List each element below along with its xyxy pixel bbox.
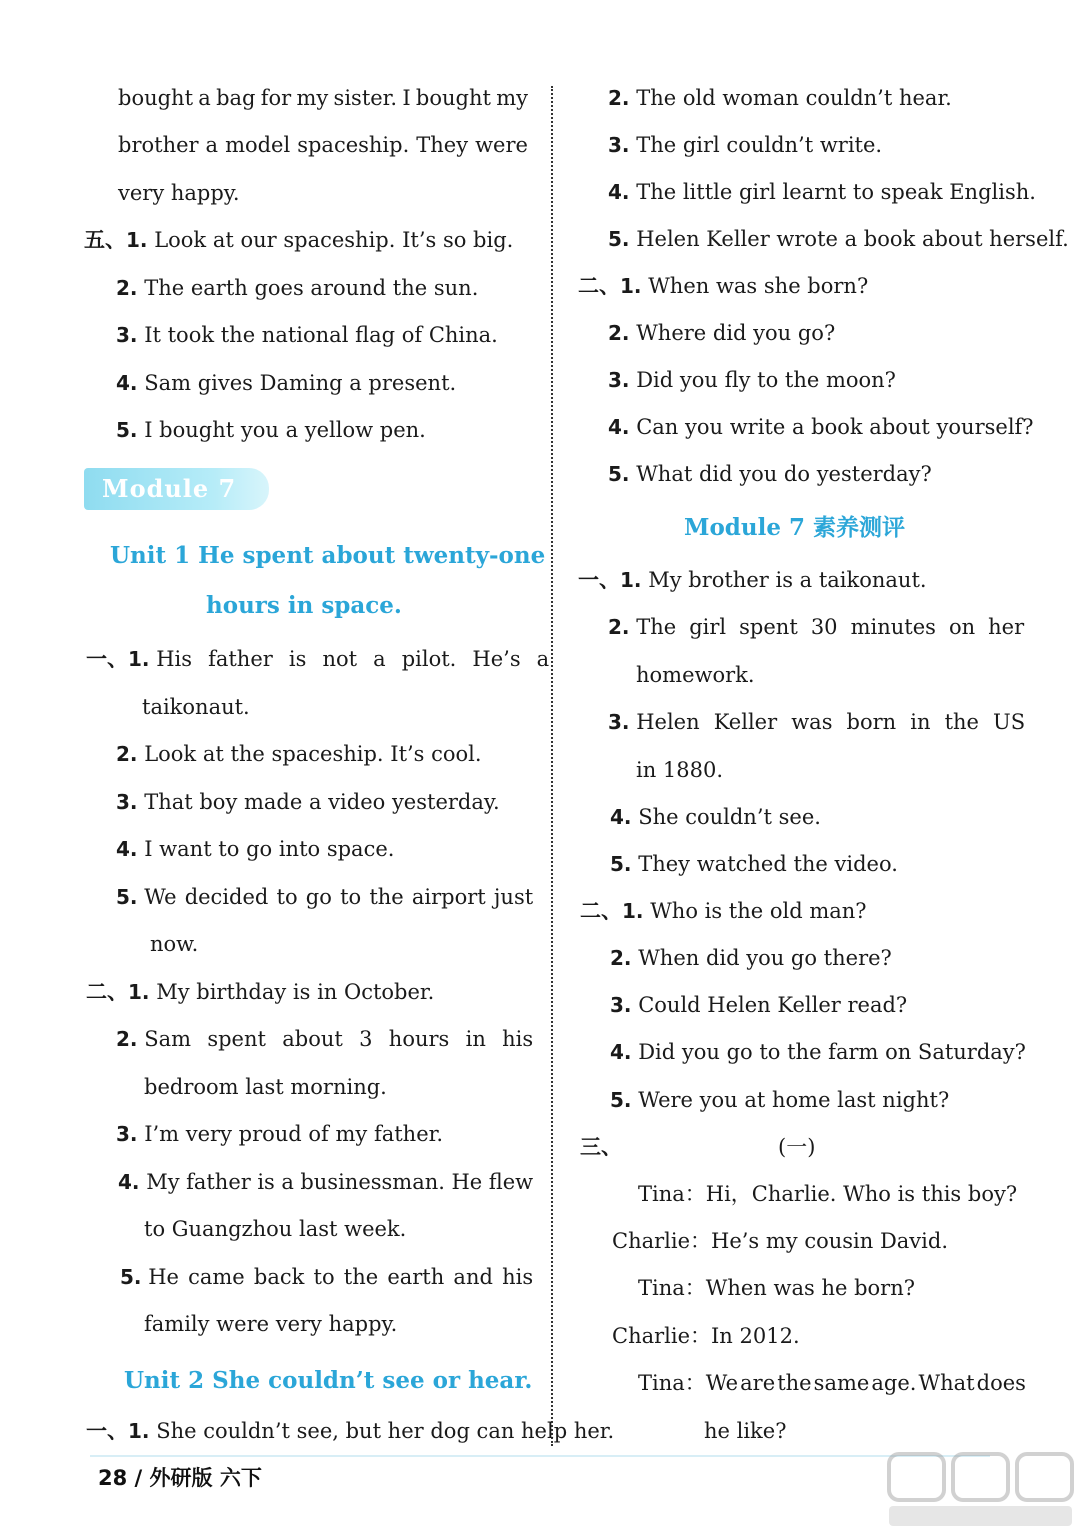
item-number: 4. bbox=[118, 1170, 140, 1194]
line-text: What did you do yesterday? bbox=[636, 462, 932, 486]
line-text: Charlie：In 2012. bbox=[612, 1324, 800, 1348]
line-text: My birthday is in October. bbox=[156, 980, 435, 1004]
item-number: 3. bbox=[116, 323, 138, 347]
section-marker: 二、 bbox=[580, 899, 622, 923]
right-line-11 bbox=[636, 661, 755, 689]
left-line-4 bbox=[116, 274, 478, 302]
right-line-9 bbox=[578, 566, 927, 594]
right-line-25 bbox=[638, 1274, 915, 1302]
left-line-2 bbox=[118, 179, 240, 207]
line-text: now. bbox=[150, 932, 199, 956]
line-text: I want to go into space. bbox=[144, 837, 395, 861]
right-line-6 bbox=[608, 366, 896, 394]
line-text: The girl spent 30 minutes on her bbox=[636, 615, 1025, 639]
item-number: 3. bbox=[116, 1122, 138, 1146]
item-number: 3. bbox=[116, 790, 138, 814]
line-text: Could Helen Keller read? bbox=[638, 993, 908, 1017]
item-number: 1. bbox=[620, 274, 642, 298]
item-number: 2. bbox=[116, 1027, 138, 1051]
item-number: 4. bbox=[608, 180, 630, 204]
item-number: 4. bbox=[610, 1040, 632, 1064]
left-line-21 bbox=[120, 1263, 533, 1291]
section-marker: 一、 bbox=[578, 568, 620, 592]
line-text: When was she born? bbox=[648, 274, 869, 298]
line-text: It took the national flag of China. bbox=[144, 323, 498, 347]
left-line-18 bbox=[116, 1120, 443, 1148]
item-number: 4. bbox=[610, 805, 632, 829]
line-text: homework. bbox=[636, 663, 755, 687]
item-number: 5. bbox=[608, 227, 630, 251]
line-text: She couldn’t see. bbox=[638, 805, 821, 829]
line-text: Helen Keller was born in the US bbox=[636, 710, 1026, 734]
right-line-4 bbox=[578, 272, 868, 300]
item-number: 5. bbox=[116, 418, 138, 442]
line-text: Did you go to the farm on Saturday? bbox=[638, 1040, 1026, 1064]
line-text: Can you write a book about yourself? bbox=[636, 415, 1034, 439]
unit1-title-line2: hours in space. bbox=[206, 592, 402, 619]
unit2-title: Unit 2 She couldn’t see or hear. bbox=[124, 1367, 533, 1394]
line-text: We decided to go to the airport just bbox=[144, 885, 534, 909]
line-text: Who is the old man? bbox=[650, 899, 867, 923]
left-line-9 bbox=[142, 693, 250, 721]
left-line-17 bbox=[144, 1073, 387, 1101]
item-number: 1. bbox=[128, 647, 150, 671]
line-text: Look at our spaceship. It’s so big. bbox=[154, 228, 514, 252]
right-line-15 bbox=[610, 850, 898, 878]
line-text: His father is not a pilot. He’s a bbox=[156, 647, 550, 671]
item-number: 1. bbox=[622, 899, 644, 923]
left-line-19 bbox=[118, 1168, 533, 1196]
right-line-16 bbox=[580, 897, 867, 925]
right-line-18 bbox=[610, 991, 907, 1019]
right-line-20 bbox=[610, 1086, 949, 1114]
section-marker: 二、 bbox=[578, 274, 620, 298]
line-text: Tina：Hi，Charlie. Who is this boy? bbox=[638, 1182, 1018, 1206]
left-line-5 bbox=[116, 321, 498, 349]
item-number: 1. bbox=[126, 228, 148, 252]
item-number: 5. bbox=[608, 462, 630, 486]
item-number: 4. bbox=[608, 415, 630, 439]
line-text: Tina：We are the same age. What does bbox=[638, 1371, 1026, 1395]
line-text: Look at the spaceship. It’s cool. bbox=[144, 742, 482, 766]
item-number: 4. bbox=[116, 371, 138, 395]
item-number: 1. bbox=[620, 568, 642, 592]
section-marker: 三、 bbox=[580, 1135, 622, 1159]
item-number: 5. bbox=[610, 852, 632, 876]
line-text: very happy. bbox=[118, 181, 240, 205]
line-text: My brother is a taikonaut. bbox=[648, 568, 927, 592]
page-footer: 28 / 外研版 六下 bbox=[98, 1466, 262, 1490]
item-number: 2. bbox=[116, 276, 138, 300]
item-number: 3. bbox=[608, 368, 630, 392]
left-line-23 bbox=[86, 1417, 614, 1445]
line-text: The girl couldn’t write. bbox=[636, 133, 883, 157]
line-text: Helen Keller wrote a book about herself. bbox=[636, 227, 1069, 251]
right-line-3 bbox=[608, 225, 1069, 253]
right-line-27 bbox=[638, 1369, 1026, 1397]
right-line-2 bbox=[608, 178, 1036, 206]
line-text: My father is a businessman. He flew bbox=[146, 1170, 534, 1194]
right-line-26 bbox=[612, 1322, 800, 1350]
line-text: Sam gives Daming a present. bbox=[144, 371, 457, 395]
watermark-logo-icon bbox=[887, 1450, 1077, 1530]
item-number: 1. bbox=[128, 1419, 150, 1443]
item-number: 4. bbox=[116, 837, 138, 861]
line-text: When did you go there? bbox=[638, 946, 892, 970]
right-line-28 bbox=[704, 1417, 786, 1445]
left-line-22 bbox=[144, 1310, 397, 1338]
left-line-16 bbox=[116, 1025, 533, 1053]
right-line-8 bbox=[608, 460, 932, 488]
item-number: 2. bbox=[608, 321, 630, 345]
line-text: Charlie：He’s my cousin David. bbox=[612, 1229, 949, 1253]
module-banner bbox=[84, 468, 269, 510]
item-number: 2. bbox=[608, 615, 630, 639]
left-line-13 bbox=[116, 883, 533, 911]
item-number: 3. bbox=[608, 710, 630, 734]
left-line-12 bbox=[116, 835, 394, 863]
line-text: I bought you a yellow pen. bbox=[144, 418, 426, 442]
right-line-5 bbox=[608, 319, 835, 347]
section-marker: 五、 bbox=[84, 228, 126, 252]
left-line-14 bbox=[150, 930, 198, 958]
line-text: (一) bbox=[778, 1135, 816, 1159]
left-line-8 bbox=[86, 645, 549, 673]
right-line-10 bbox=[608, 613, 1024, 641]
section-marker: 二、 bbox=[86, 980, 128, 1004]
line-text: Sam spent about 3 hours in his bbox=[144, 1027, 534, 1051]
line-text: he like? bbox=[704, 1419, 787, 1443]
item-number: 2. bbox=[610, 946, 632, 970]
line-text: The old woman couldn’t hear. bbox=[636, 86, 952, 110]
left-line-20 bbox=[144, 1215, 406, 1243]
line-text: Tina：When was he born? bbox=[638, 1276, 915, 1300]
line-text: I’m very proud of my father. bbox=[144, 1122, 444, 1146]
line-text: bought a bag for my sister. I bought my bbox=[118, 86, 528, 110]
left-line-0 bbox=[118, 84, 528, 112]
line-text: bedroom last morning. bbox=[144, 1075, 387, 1099]
item-number: 2. bbox=[116, 742, 138, 766]
footer-rule bbox=[90, 1455, 990, 1457]
right-line-19 bbox=[610, 1038, 1026, 1066]
left-line-3 bbox=[84, 226, 513, 254]
item-number: 5. bbox=[116, 885, 138, 909]
line-text: She couldn’t see, but her dog can help her. bbox=[156, 1419, 615, 1443]
line-text: Did you fly to the moon? bbox=[636, 368, 896, 392]
module-banner-label: Module 7 bbox=[102, 474, 237, 503]
item-number: 2. bbox=[608, 86, 630, 110]
item-number: 1. bbox=[128, 980, 150, 1004]
item-number: 3. bbox=[608, 133, 630, 157]
line-text: Where did you go? bbox=[636, 321, 836, 345]
right-line-17 bbox=[610, 944, 892, 972]
item-number: 5. bbox=[120, 1265, 142, 1289]
left-line-10 bbox=[116, 740, 482, 768]
right-line-21 bbox=[580, 1133, 622, 1161]
left-line-15 bbox=[86, 978, 434, 1006]
line-text: He came back to the earth and his bbox=[148, 1265, 534, 1289]
unit1-title-line1: Unit 1 He spent about twenty-one bbox=[110, 542, 546, 569]
right-line-7 bbox=[608, 413, 1034, 441]
left-line-7 bbox=[116, 416, 426, 444]
line-text: The little girl learnt to speak English. bbox=[636, 180, 1036, 204]
section-marker: 一、 bbox=[86, 647, 128, 671]
item-number: 3. bbox=[610, 993, 632, 1017]
line-text: Were you at home last night? bbox=[638, 1088, 950, 1112]
item-number: 5. bbox=[610, 1088, 632, 1112]
left-line-11 bbox=[116, 788, 500, 816]
line-text: They watched the video. bbox=[638, 852, 898, 876]
line-text: brother a model spaceship. They were bbox=[118, 133, 528, 157]
section-marker: 一、 bbox=[86, 1419, 128, 1443]
line-text: taikonaut. bbox=[142, 695, 250, 719]
left-line-1 bbox=[118, 131, 528, 159]
line-text: to Guangzhou last week. bbox=[144, 1217, 407, 1241]
right-line-23 bbox=[638, 1180, 1017, 1208]
right-line-0 bbox=[608, 84, 952, 112]
right-line-22 bbox=[778, 1133, 815, 1161]
line-text: That boy made a video yesterday. bbox=[144, 790, 500, 814]
right-line-12 bbox=[608, 708, 1025, 736]
right-line-13 bbox=[636, 756, 723, 784]
right-line-24 bbox=[612, 1227, 948, 1255]
right-line-1 bbox=[608, 131, 882, 159]
column-divider bbox=[551, 86, 553, 1446]
line-text: The earth goes around the sun. bbox=[144, 276, 479, 300]
line-text: family were very happy. bbox=[144, 1312, 398, 1336]
module-test-title: Module 7 素养测评 bbox=[684, 514, 905, 541]
line-text: in 1880. bbox=[636, 758, 724, 782]
left-line-6 bbox=[116, 369, 456, 397]
right-line-14 bbox=[610, 803, 821, 831]
